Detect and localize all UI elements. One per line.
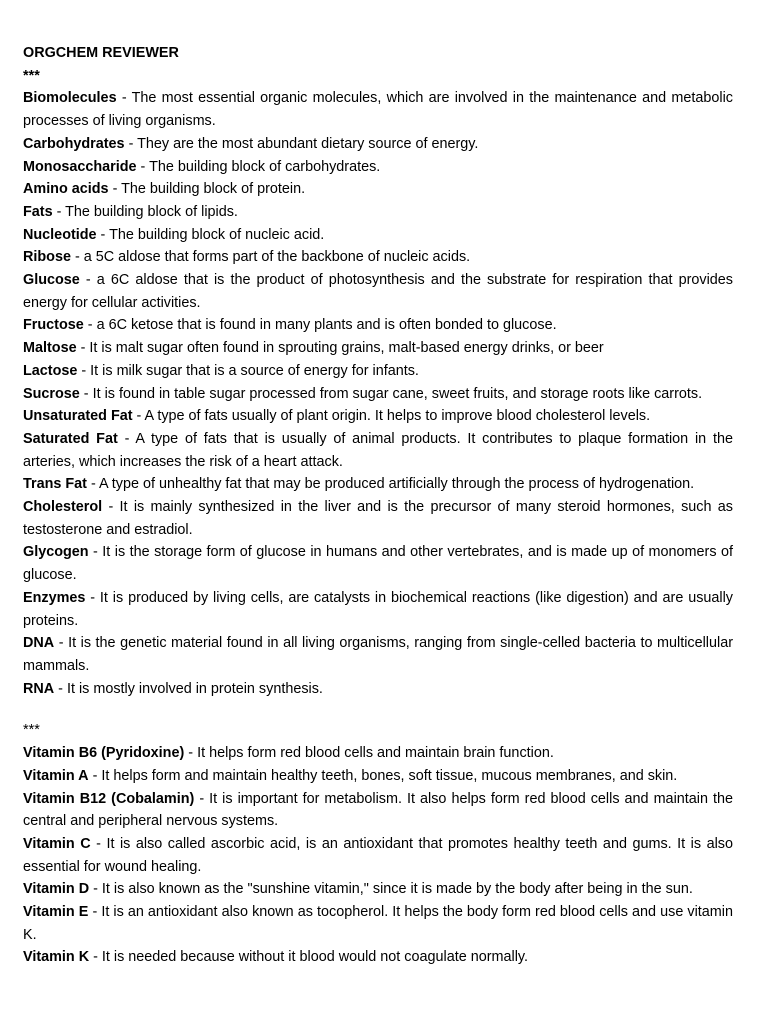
- definition-term: Vitamin A: [23, 767, 89, 784]
- definition-term: Vitamin B12 (Cobalamin): [23, 790, 195, 807]
- definition-entry: [23, 742, 733, 765]
- definition-term: Saturated Fat: [23, 430, 118, 447]
- definition-entry: [23, 246, 733, 269]
- definition-text: - It is found in table sugar processed from sugar cane, sweet fruits, and storage roots like carrots.: [79, 385, 703, 402]
- definition-text: - It helps form red blood cells and maintain brain function.: [184, 745, 554, 762]
- definition-text: - It is the storage form of glucose in humans and other vertebrates, and is made up of monomers of glucose.: [23, 544, 733, 584]
- definition-text: - It is mainly synthesized in the liver and is the precursor of many steroid hormones, such as testosterone and estradiol.: [23, 499, 733, 538]
- definition-entry: [23, 946, 733, 969]
- definition-entry: [23, 269, 733, 314]
- definition-term: Fats: [23, 203, 53, 220]
- definition-entry: [23, 156, 733, 179]
- definition-entry: [23, 178, 733, 201]
- definition-entry: [23, 314, 733, 337]
- definition-entry: [23, 901, 733, 946]
- definition-text: - a 6C ketose that is found in many plants and is often bonded to glucose.: [83, 317, 557, 334]
- definition-text: - The building block of lipids.: [52, 203, 238, 220]
- definition-entry: [23, 632, 733, 677]
- definition-entry: [23, 405, 733, 428]
- definition-text: - It is malt sugar often found in sprouting grains, malt-based energy drinks, or beer: [76, 340, 604, 357]
- definition-text: - It is produced by living cells, are catalysts in biochemical reactions (like digestion) and are usually proteins.: [23, 589, 733, 629]
- definition-text: - A type of unhealthy fat that may be produced artificially through the process of hydrogenation.: [86, 476, 695, 493]
- definition-term: Glycogen: [23, 544, 89, 561]
- definition-text: - The most essential organic molecules, which are involved in the maintenance and metabolic processes of living organisms.: [23, 90, 733, 130]
- definition-term: Vitamin K: [23, 949, 90, 966]
- definition-entry: [23, 788, 733, 833]
- definition-entry: [23, 878, 733, 901]
- definition-entry: [23, 87, 733, 132]
- definition-term: Carbohydrates: [23, 135, 125, 152]
- definition-entry: [23, 360, 733, 383]
- definition-entry: [23, 224, 733, 247]
- definition-term: Vitamin B6 (Pyridoxine): [23, 745, 185, 762]
- document-title: ORGCHEM REVIEWER: [23, 45, 179, 61]
- separator: ***: [23, 67, 40, 84]
- definition-entry: [23, 428, 733, 473]
- definition-term: DNA: [23, 635, 55, 652]
- definition-text: - It is the genetic material found in all living organisms, ranging from single-celled bacteria to multicellular mammals.: [23, 635, 733, 674]
- definition-text: - It is needed because without it blood would not coagulate normally.: [89, 949, 529, 966]
- definition-text: - A type of fats that is usually of animal products. It contributes to plaque formation in the arteries, which increases the risk of a heart attack.: [23, 430, 733, 470]
- definition-entry: [23, 133, 733, 156]
- definition-term: Nucleotide: [23, 226, 97, 243]
- definition-term: Monosaccharide: [23, 158, 137, 175]
- definition-term: Amino acids: [23, 181, 109, 198]
- definition-entry: [23, 765, 733, 788]
- definition-text: - a 6C aldose that is the product of photosynthesis and the substrate for respiration that provides energy for cellular activities.: [23, 272, 733, 311]
- definition-text: - It helps form and maintain healthy teeth, bones, soft tissue, mucous membranes, and skin.: [88, 767, 678, 784]
- definition-term: Sucrose: [23, 385, 80, 402]
- definition-entry: [23, 541, 733, 586]
- definition-entry: [23, 337, 733, 360]
- definition-term: Glucose: [23, 272, 80, 289]
- definition-text: - It is also known as the "sunshine vitamin," since it is made by the body after being in the sun.: [89, 881, 693, 898]
- definition-term: Unsaturated Fat: [23, 408, 133, 425]
- definition-term: Ribose: [23, 249, 71, 266]
- definition-text: - a 5C aldose that forms part of the backbone of nucleic acids.: [70, 249, 471, 266]
- definition-text: - It is an antioxidant also known as tocopherol. It helps the body form red blood cells and use vitamin K.: [23, 904, 733, 943]
- definition-term: Biomolecules: [23, 90, 117, 107]
- definition-entry: [23, 473, 733, 496]
- definition-text: - The building block of nucleic acid.: [96, 226, 325, 243]
- definition-text: - It is important for metabolism. It also helps form red blood cells and maintain the central and peripheral nervous systems.: [23, 790, 733, 830]
- definition-entry: [23, 383, 733, 406]
- definition-term: RNA: [23, 680, 55, 697]
- definition-entry: [23, 201, 733, 224]
- definition-text: - They are the most abundant dietary source of energy.: [124, 135, 479, 152]
- definition-text: - It is also called ascorbic acid, is an antioxidant that promotes healthy teeth and gums. It is also essential for wound healing.: [23, 835, 733, 875]
- definition-term: Vitamin C: [23, 835, 91, 852]
- definition-term: Vitamin D: [23, 881, 90, 898]
- vitamins-section: [23, 742, 733, 969]
- definitions-section: [23, 87, 733, 700]
- definition-term: Trans Fat: [23, 476, 87, 493]
- definition-text: - The building block of carbohydrates.: [136, 158, 381, 175]
- definition-entry: [23, 587, 733, 632]
- definition-entry: [23, 833, 733, 878]
- definition-term: Cholesterol: [23, 499, 103, 516]
- definition-entry: [23, 678, 733, 701]
- definition-term: Enzymes: [23, 589, 86, 606]
- definition-text: - It is milk sugar that is a source of energy for infants.: [77, 362, 419, 379]
- definition-text: - A type of fats usually of plant origin. It helps to improve blood cholesterol levels.: [132, 408, 651, 425]
- definition-term: Lactose: [23, 362, 78, 379]
- definition-text: - It is mostly involved in protein synthesis.: [54, 680, 323, 697]
- definition-term: Fructose: [23, 317, 84, 334]
- definition-text: - The building block of protein.: [108, 181, 306, 198]
- definition-entry: [23, 496, 733, 541]
- definition-term: Maltose: [23, 340, 77, 357]
- definition-term: Vitamin E: [23, 904, 89, 921]
- spacer: [23, 700, 733, 719]
- separator: ***: [23, 722, 40, 739]
